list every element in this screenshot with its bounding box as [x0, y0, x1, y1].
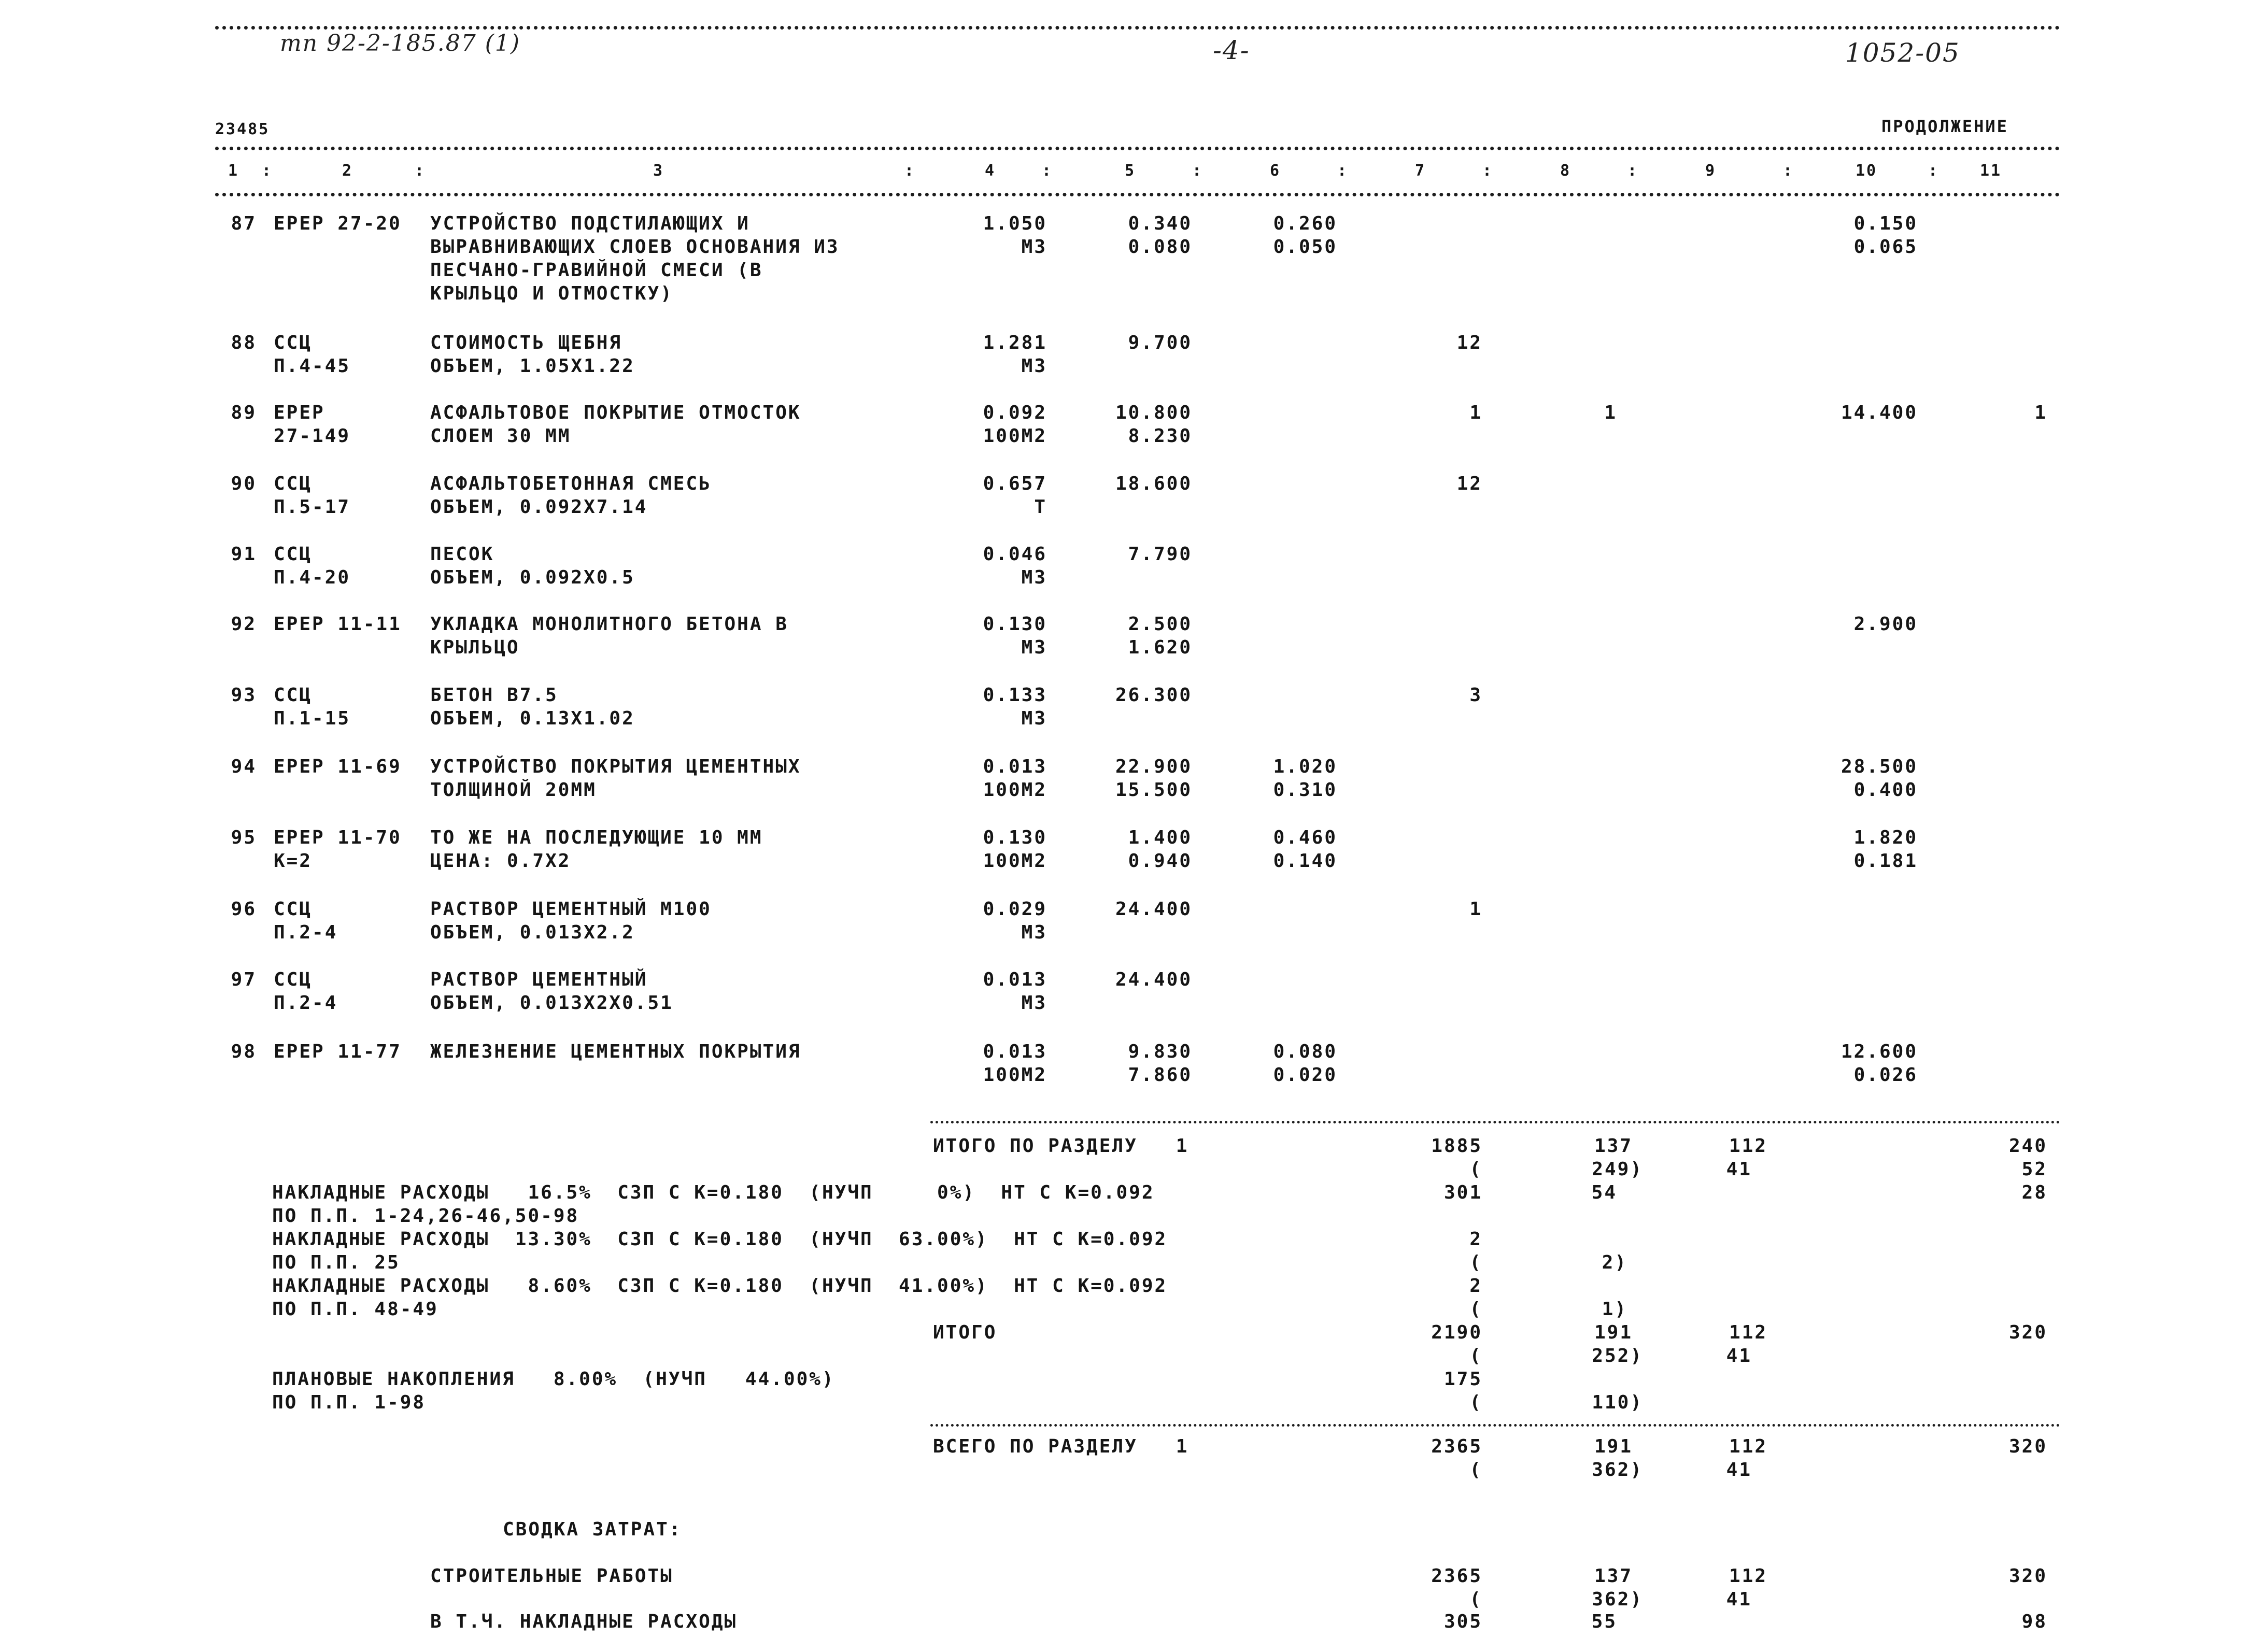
row-machine-cost: 1.020 [1273, 756, 1337, 777]
row-number: 96 [231, 899, 257, 920]
row-number: 91 [231, 544, 257, 565]
row-number: 92 [231, 614, 257, 635]
row-description: БЕТОН В7.5 [430, 685, 558, 706]
column-header-3: 3 [653, 162, 664, 180]
row-description: ОБЪЕМ, 1.05Х1.22 [430, 355, 635, 377]
row-number: 88 [231, 332, 257, 353]
construction-c8: 137 [1594, 1565, 1633, 1587]
header-rule-bottom [215, 193, 2060, 196]
row-quantity: М3 [1021, 236, 1047, 258]
vsego-c9b: 41 [1726, 1459, 1752, 1480]
row-quantity: 100М2 [983, 850, 1047, 872]
row-col10: 2.900 [1853, 614, 1918, 635]
vsego-c8: 191 [1594, 1436, 1633, 1457]
construction-c9b: 41 [1726, 1589, 1752, 1610]
plan-line1: ПЛАНОВЫЕ НАКОПЛЕНИЯ 8.00% (НУЧП 44.00%) [272, 1369, 835, 1390]
row-col10: 14.400 [1841, 402, 1918, 423]
overhead-2-c7: 2 [1469, 1229, 1482, 1250]
column-separator: : [1482, 162, 1494, 180]
column-header-8: 8 [1560, 162, 1572, 180]
row-number: 90 [231, 473, 257, 494]
row-quantity: 0.130 [983, 614, 1047, 635]
row-number: 98 [231, 1041, 257, 1062]
row-description: УСТРОЙСТВО ПОДСТИЛАЮЩИХ И [430, 213, 750, 234]
itogo-section-c11b: 52 [2021, 1159, 2047, 1180]
construction-c7-paren: ( [1469, 1589, 1482, 1610]
row-col10: 0.065 [1853, 236, 1918, 258]
column-header-11: 11 [1980, 162, 2002, 180]
row-machine-cost: 0.020 [1273, 1064, 1337, 1086]
column-separator: : [1337, 162, 1349, 180]
overhead-1-line2: ПО П.П. 1-24,26-46,50-98 [272, 1205, 579, 1227]
row-code: 27-149 [274, 425, 351, 447]
construction-c11: 320 [2008, 1565, 2047, 1587]
column-header-1: 1 [228, 162, 239, 180]
row-code: ССЦ [274, 473, 313, 494]
row-code: ССЦ [274, 685, 313, 706]
row-code: П.4-45 [274, 355, 351, 377]
row-number: 97 [231, 969, 257, 990]
row-number: 95 [231, 827, 257, 848]
row-quantity: М3 [1021, 567, 1047, 588]
incl-overheads-c8: 55 [1591, 1611, 1617, 1632]
row-col8: 1 [1604, 402, 1617, 423]
row-quantity: 0.130 [983, 827, 1047, 848]
row-description: УКЛАДКА МОНОЛИТНОГО БЕТОНА В [430, 614, 788, 635]
vsego-label: ВСЕГО ПО РАЗДЕЛУ 1 [933, 1436, 1189, 1457]
incl-overheads-c11: 98 [2021, 1611, 2047, 1632]
row-quantity: М3 [1021, 637, 1047, 658]
row-description: АСФАЛЬТОВОЕ ПОКРЫТИЕ ОТМОСТОК [430, 402, 801, 423]
row-description: СТОИМОСТЬ ЩЕБНЯ [430, 332, 622, 353]
plan-c7-paren: ( [1469, 1392, 1482, 1413]
itogo-section-c9b: 41 [1726, 1159, 1752, 1180]
row-unit-cost: 15.500 [1115, 779, 1192, 801]
row-col10: 28.500 [1841, 756, 1918, 777]
row-col11: 1 [2034, 402, 2047, 423]
row-unit-cost: 1.400 [1128, 827, 1192, 848]
incl-overheads-c7: 305 [1443, 1611, 1482, 1632]
column-separator: : [1042, 162, 1053, 180]
row-code: П.2-4 [274, 992, 338, 1014]
overhead-1-c7: 301 [1443, 1182, 1482, 1203]
overhead-2-c7b: ( [1469, 1252, 1482, 1273]
construction-label: СТРОИТЕЛЬНЫЕ РАБОТЫ [430, 1565, 673, 1587]
row-col10: 0.026 [1853, 1064, 1918, 1086]
column-header-9: 9 [1705, 162, 1717, 180]
row-code: П.4-20 [274, 567, 351, 588]
vsego-c7-paren: ( [1469, 1459, 1482, 1480]
overhead-3-line1: НАКЛАДНЫЕ РАСХОДЫ 8.60% СЗП С К=0.180 (НУЧП 41.00%) НТ С К=0.092 [272, 1275, 1168, 1297]
column-header-10: 10 [1856, 162, 1878, 180]
row-col7: 12 [1456, 332, 1482, 353]
handwritten-doc-number: тп 92-2-185.87 (1) [280, 30, 521, 56]
itogo-c8b: 252) [1592, 1345, 1643, 1366]
row-unit-cost: 0.340 [1128, 213, 1192, 234]
row-description: ЦЕНА: 0.7Х2 [430, 850, 571, 872]
column-separator: : [904, 162, 916, 180]
row-unit-cost: 8.230 [1128, 425, 1192, 447]
summary-title: СВОДКА ЗАТРАТ: [503, 1519, 682, 1540]
itogo-section-c9: 112 [1729, 1135, 1767, 1157]
row-number: 89 [231, 402, 257, 423]
row-col10: 1.820 [1853, 827, 1918, 848]
header-rule-top [215, 147, 2060, 150]
row-description: РАСТВОР ЦЕМЕНТНЫЙ [430, 969, 648, 990]
row-quantity: 1.050 [983, 213, 1047, 234]
row-unit-cost: 24.400 [1115, 899, 1192, 920]
row-quantity: М3 [1021, 708, 1047, 729]
row-description: ТОЛЩИНОЙ 20ММ [430, 779, 597, 801]
row-quantity: 0.013 [983, 1041, 1047, 1062]
row-quantity: 0.657 [983, 473, 1047, 494]
row-code: ССЦ [274, 544, 313, 565]
overhead-1-c8: 54 [1591, 1182, 1617, 1203]
itogo-label: ИТОГО [933, 1322, 997, 1343]
row-description: ВЫРАВНИВАЮЩИХ СЛОЕВ ОСНОВАНИЯ ИЗ [430, 236, 840, 258]
itogo-c9b: 41 [1726, 1345, 1752, 1366]
row-quantity: М3 [1021, 992, 1047, 1014]
row-description: ЖЕЛЕЗНЕНИЕ ЦЕМЕНТНЫХ ПОКРЫТИЯ [430, 1041, 801, 1062]
itogo-c8: 191 [1594, 1322, 1633, 1343]
row-quantity: 0.013 [983, 756, 1047, 777]
vsego-c9: 112 [1729, 1436, 1767, 1457]
row-code: П.5-17 [274, 496, 351, 518]
row-col10: 12.600 [1841, 1041, 1918, 1062]
incl-overheads-label: В Т.Ч. НАКЛАДНЫЕ РАСХОДЫ [430, 1611, 738, 1632]
row-code: К=2 [274, 850, 313, 872]
row-col7: 1 [1469, 402, 1482, 423]
itogo-section-c7: 1885 [1431, 1135, 1482, 1157]
overhead-3-c8b: 1) [1602, 1299, 1627, 1320]
row-machine-cost: 0.260 [1273, 213, 1337, 234]
row-col10: 0.150 [1853, 213, 1918, 234]
column-separator: : [1783, 162, 1794, 180]
column-header-2: 2 [342, 162, 353, 180]
row-col10: 0.181 [1853, 850, 1918, 872]
itogo-c7-paren: ( [1469, 1345, 1482, 1366]
row-quantity: Т [1034, 496, 1047, 518]
row-machine-cost: 0.310 [1273, 779, 1337, 801]
column-header-6: 6 [1270, 162, 1281, 180]
plan-line2: ПО П.П. 1-98 [272, 1392, 426, 1413]
row-code: ЕРЕР 11-69 [274, 756, 402, 777]
overhead-3-c7: 2 [1469, 1275, 1482, 1297]
row-unit-cost: 7.790 [1128, 544, 1192, 565]
doc-code: 23485 [215, 120, 270, 138]
overhead-2-c8b: 2) [1602, 1252, 1627, 1273]
row-machine-cost: 0.460 [1273, 827, 1337, 848]
row-code: ССЦ [274, 899, 313, 920]
row-unit-cost: 0.080 [1128, 236, 1192, 258]
row-quantity: 1.281 [983, 332, 1047, 353]
column-separator: : [415, 162, 426, 180]
row-machine-cost: 0.080 [1273, 1041, 1337, 1062]
top-rule [215, 26, 2060, 30]
row-quantity: 0.029 [983, 899, 1047, 920]
row-description: ОБЪЕМ, 0.092Х0.5 [430, 567, 635, 588]
row-machine-cost: 0.140 [1273, 850, 1337, 872]
row-code: ЕРЕР 11-70 [274, 827, 402, 848]
vsego-rule [930, 1424, 2060, 1427]
row-code: ЕРЕР 11-11 [274, 614, 402, 635]
itogo-c11: 320 [2008, 1322, 2047, 1343]
row-quantity: М3 [1021, 922, 1047, 943]
itogo-c9: 112 [1729, 1322, 1767, 1343]
overhead-3-c7b: ( [1469, 1299, 1482, 1320]
row-unit-cost: 24.400 [1115, 969, 1192, 990]
column-header-5: 5 [1125, 162, 1136, 180]
row-unit-cost: 9.700 [1128, 332, 1192, 353]
column-header-7: 7 [1415, 162, 1426, 180]
row-description: ПЕСОК [430, 544, 494, 565]
row-unit-cost: 2.500 [1128, 614, 1192, 635]
row-col7: 3 [1469, 685, 1482, 706]
row-code: ССЦ [274, 332, 313, 353]
plan-c8b: 110) [1592, 1392, 1643, 1413]
row-unit-cost: 1.620 [1128, 637, 1192, 658]
vsego-c7: 2365 [1431, 1436, 1482, 1457]
row-col10: 0.400 [1853, 779, 1918, 801]
vsego-c8b: 362) [1592, 1459, 1643, 1480]
column-separator: : [1627, 162, 1639, 180]
row-quantity: 100М2 [983, 779, 1047, 801]
row-unit-cost: 22.900 [1115, 756, 1192, 777]
construction-c8b: 362) [1592, 1589, 1643, 1610]
row-unit-cost: 7.860 [1128, 1064, 1192, 1086]
row-number: 94 [231, 756, 257, 777]
itogo-section-label: ИТОГО ПО РАЗДЕЛУ 1 [933, 1135, 1189, 1157]
row-quantity: 0.092 [983, 402, 1047, 423]
row-code: ССЦ [274, 969, 313, 990]
row-quantity: М3 [1021, 355, 1047, 377]
row-unit-cost: 10.800 [1115, 402, 1192, 423]
vsego-c11: 320 [2008, 1436, 2047, 1457]
itogo-section-c11: 240 [2008, 1135, 2047, 1157]
overhead-1-c11: 28 [2021, 1182, 2047, 1203]
row-unit-cost: 9.830 [1128, 1041, 1192, 1062]
row-description: ОБЪЕМ, 0.13Х1.02 [430, 708, 635, 729]
row-code: ЕРЕР [274, 402, 325, 423]
row-description: АСФАЛЬТОБЕТОННАЯ СМЕСЬ [430, 473, 712, 494]
column-separator: : [1928, 162, 1940, 180]
continuation-label: ПРОДОЛЖЕНИЕ [1881, 117, 2008, 136]
row-description: ТО ЖЕ НА ПОСЛЕДУЮЩИЕ 10 ММ [430, 827, 763, 848]
row-description: РАСТВОР ЦЕМЕНТНЫЙ М100 [430, 899, 712, 920]
row-description: УСТРОЙСТВО ПОКРЫТИЯ ЦЕМЕНТНЫХ [430, 756, 801, 777]
column-separator: : [1192, 162, 1204, 180]
row-description: СЛОЕМ 30 ММ [430, 425, 571, 447]
row-description: ОБЪЕМ, 0.092Х7.14 [430, 496, 648, 518]
row-description: КРЫЛЬЦО [430, 637, 520, 658]
row-number: 93 [231, 685, 257, 706]
row-description: ПЕСЧАНО-ГРАВИЙНОЙ СМЕСИ (В [430, 260, 763, 281]
itogo-section-c8: 137 [1594, 1135, 1633, 1157]
row-description: ОБЪЕМ, 0.013Х2.2 [430, 922, 635, 943]
row-code: П.2-4 [274, 922, 338, 943]
row-number: 87 [231, 213, 257, 234]
itogo-section-c7-paren: ( [1469, 1159, 1482, 1180]
row-description: КРЫЛЬЦО И ОТМОСТКУ) [430, 283, 673, 304]
construction-c9: 112 [1729, 1565, 1767, 1587]
itogo-c7: 2190 [1431, 1322, 1482, 1343]
row-quantity: 0.046 [983, 544, 1047, 565]
overhead-3-line2: ПО П.П. 48-49 [272, 1299, 438, 1320]
row-code: ЕРЕР 27-20 [274, 213, 402, 234]
row-col7: 12 [1456, 473, 1482, 494]
overhead-1-line1: НАКЛАДНЫЕ РАСХОДЫ 16.5% СЗП С К=0.180 (НУЧП 0%) НТ С К=0.092 [272, 1182, 1155, 1203]
row-code: ЕРЕР 11-77 [274, 1041, 402, 1062]
row-unit-cost: 18.600 [1115, 473, 1192, 494]
row-unit-cost: 26.300 [1115, 685, 1192, 706]
itogo-section-c8b: 249) [1592, 1159, 1643, 1180]
row-description: ОБЪЕМ, 0.013Х2Х0.51 [430, 992, 673, 1014]
row-quantity: 100М2 [983, 1064, 1047, 1086]
column-header-4: 4 [985, 162, 996, 180]
handwritten-sheet-number: 1052-05 [1845, 38, 1960, 68]
overhead-2-line2: ПО П.П. 25 [272, 1252, 400, 1273]
totals-rule [930, 1121, 2060, 1123]
row-col7: 1 [1469, 899, 1482, 920]
row-unit-cost: 0.940 [1128, 850, 1192, 872]
row-machine-cost: 0.050 [1273, 236, 1337, 258]
plan-c7: 175 [1443, 1369, 1482, 1390]
row-code: П.1-15 [274, 708, 351, 729]
row-quantity: 0.133 [983, 685, 1047, 706]
construction-c7: 2365 [1431, 1565, 1482, 1587]
overhead-2-line1: НАКЛАДНЫЕ РАСХОДЫ 13.30% СЗП С К=0.180 (НУЧП 63.00%) НТ С К=0.092 [272, 1229, 1168, 1250]
row-quantity: 0.013 [983, 969, 1047, 990]
column-separator: : [262, 162, 273, 180]
page-number: -4- [1213, 35, 1250, 65]
row-quantity: 100М2 [983, 425, 1047, 447]
